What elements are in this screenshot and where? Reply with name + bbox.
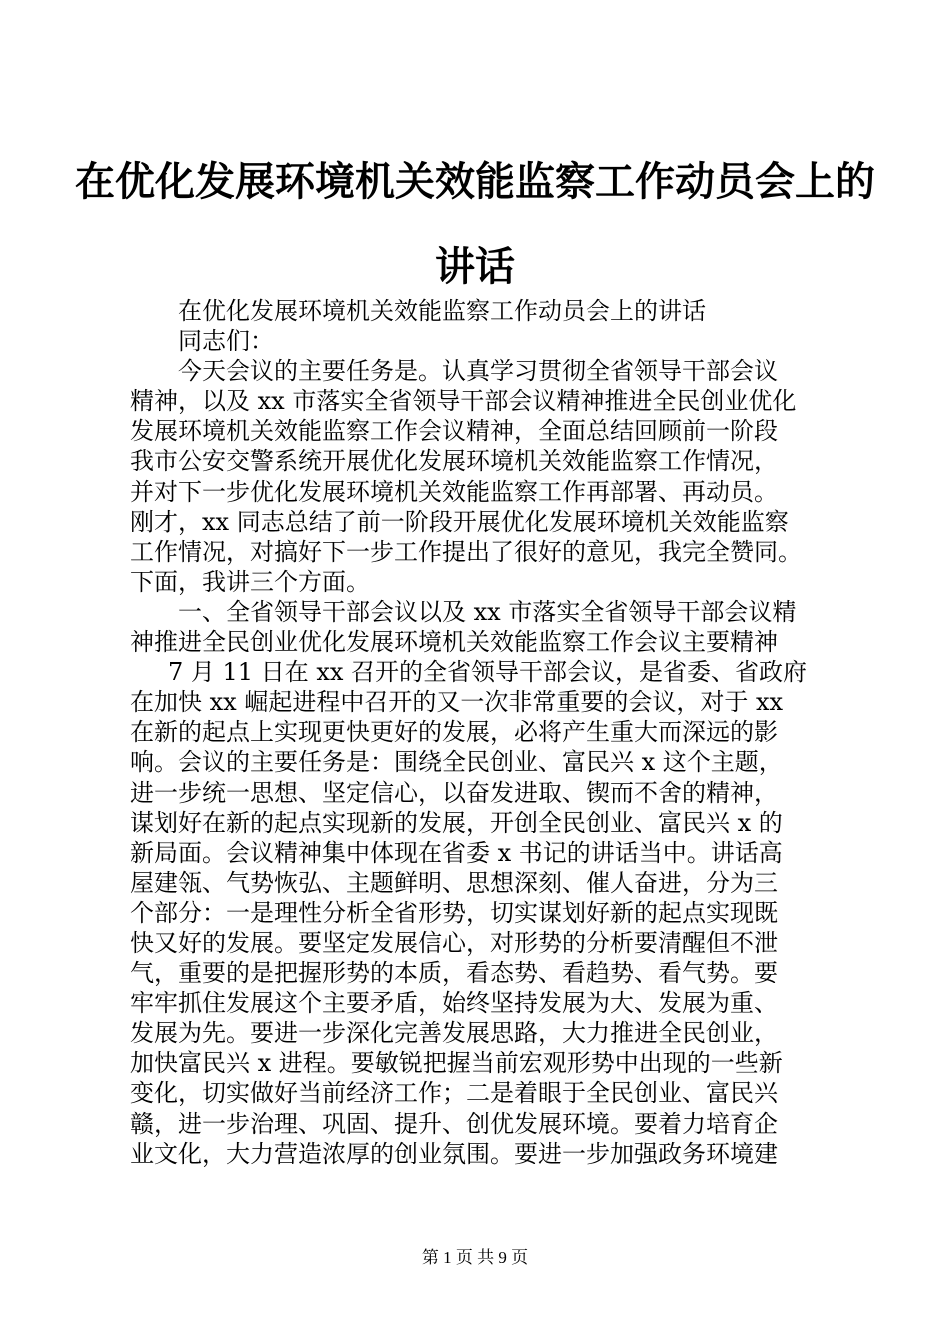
- body-line: 变化，切实做好当前经济工作；二是着眼于全民创业、富民兴: [130, 1079, 778, 1108]
- document-body: [130, 296, 845, 1169]
- body-line: 在优化发展环境机关效能监察工作动员会上的讲话: [178, 297, 706, 325]
- body-line: 一、全省领导干部会议以及 xx 市落实全省领导干部会议精: [178, 597, 797, 626]
- document-title-line-2: 讲话: [435, 243, 515, 290]
- body-line: 快又好的发展。要坚定发展信心，对形势的分析要清醒但不泄: [130, 928, 778, 957]
- body-line: 我市公安交警系统开展优化发展环境机关效能监察工作情况，: [130, 447, 778, 476]
- body-line: 屋建瓴、气势恢弘、主题鲜明、思想深刻、催人奋进，分为三: [130, 868, 778, 897]
- page-footer: 第 1 页 共 9 页: [421, 1248, 529, 1267]
- body-line: 今天会议的主要任务是。认真学习贯彻全省领导干部会议: [178, 357, 778, 386]
- body-line: 个部分：一是理性分析全省形势，切实谋划好新的起点实现既: [130, 898, 778, 927]
- body-line: 发展为先。要进一步深化完善发展思路，大力推进全民创业，: [130, 1019, 778, 1048]
- body-line: 业文化，大力营造浓厚的创业氛围。要进一步加强政务环境建: [130, 1139, 778, 1168]
- body-line: 工作情况，对搞好下一步工作提出了很好的意见，我完全赞同。: [130, 537, 802, 566]
- body-line: 进一步统一思想、坚定信心，以奋发进取、锲而不舍的精神，: [130, 778, 778, 807]
- body-line: 神推进全民创业优化发展环境机关效能监察工作会议主要精神: [130, 628, 778, 657]
- body-line: 在加快 xx 崛起进程中召开的又一次非常重要的会议，对于 xx: [130, 688, 784, 717]
- body-line: 刚才，xx 同志总结了前一阶段开展优化发展环境机关效能监察: [130, 507, 789, 536]
- body-line: 同志们：: [178, 327, 274, 356]
- body-line: 精神，以及 xx 市落实全省领导干部会议精神推进全民创业优化: [130, 387, 797, 416]
- body-line: 谋划好在新的起点实现新的发展，开创全民创业、富民兴 x 的: [130, 808, 783, 837]
- body-line: 新局面。会议精神集中体现在省委 x 书记的讲话当中。讲话高: [130, 838, 783, 867]
- body-line: 发展环境机关效能监察工作会议精神，全面总结回顾前一阶段: [130, 417, 778, 446]
- body-line: 下面，我讲三个方面。: [130, 567, 370, 596]
- body-line: 在新的起点上实现更快更好的发展，必将产生重大而深远的影: [130, 718, 778, 747]
- body-line: 响。会议的主要任务是：围绕全民创业、富民兴 x 这个主题，: [130, 748, 783, 777]
- body-line: 并对下一步优化发展环境机关效能监察工作再部署、再动员。: [130, 477, 778, 506]
- body-line: 气，重要的是把握形势的本质，看态势、看趋势、看气势。要: [130, 959, 778, 988]
- body-line: 7 月 11 日在 xx 召开的全省领导干部会议，是省委、省政府: [168, 658, 808, 687]
- body-line: 赣，进一步治理、巩固、提升、创优发展环境。要着力培育企: [130, 1109, 778, 1138]
- body-line: 加快富民兴 x 进程。要敏锐把握当前宏观形势中出现的一些新: [130, 1049, 783, 1078]
- body-line: 牢牢抓住发展这个主要矛盾，始终坚持发展为大、发展为重、: [130, 989, 778, 1018]
- document-title-line-1: 在优化发展环境机关效能监察工作动员会上的: [75, 158, 875, 205]
